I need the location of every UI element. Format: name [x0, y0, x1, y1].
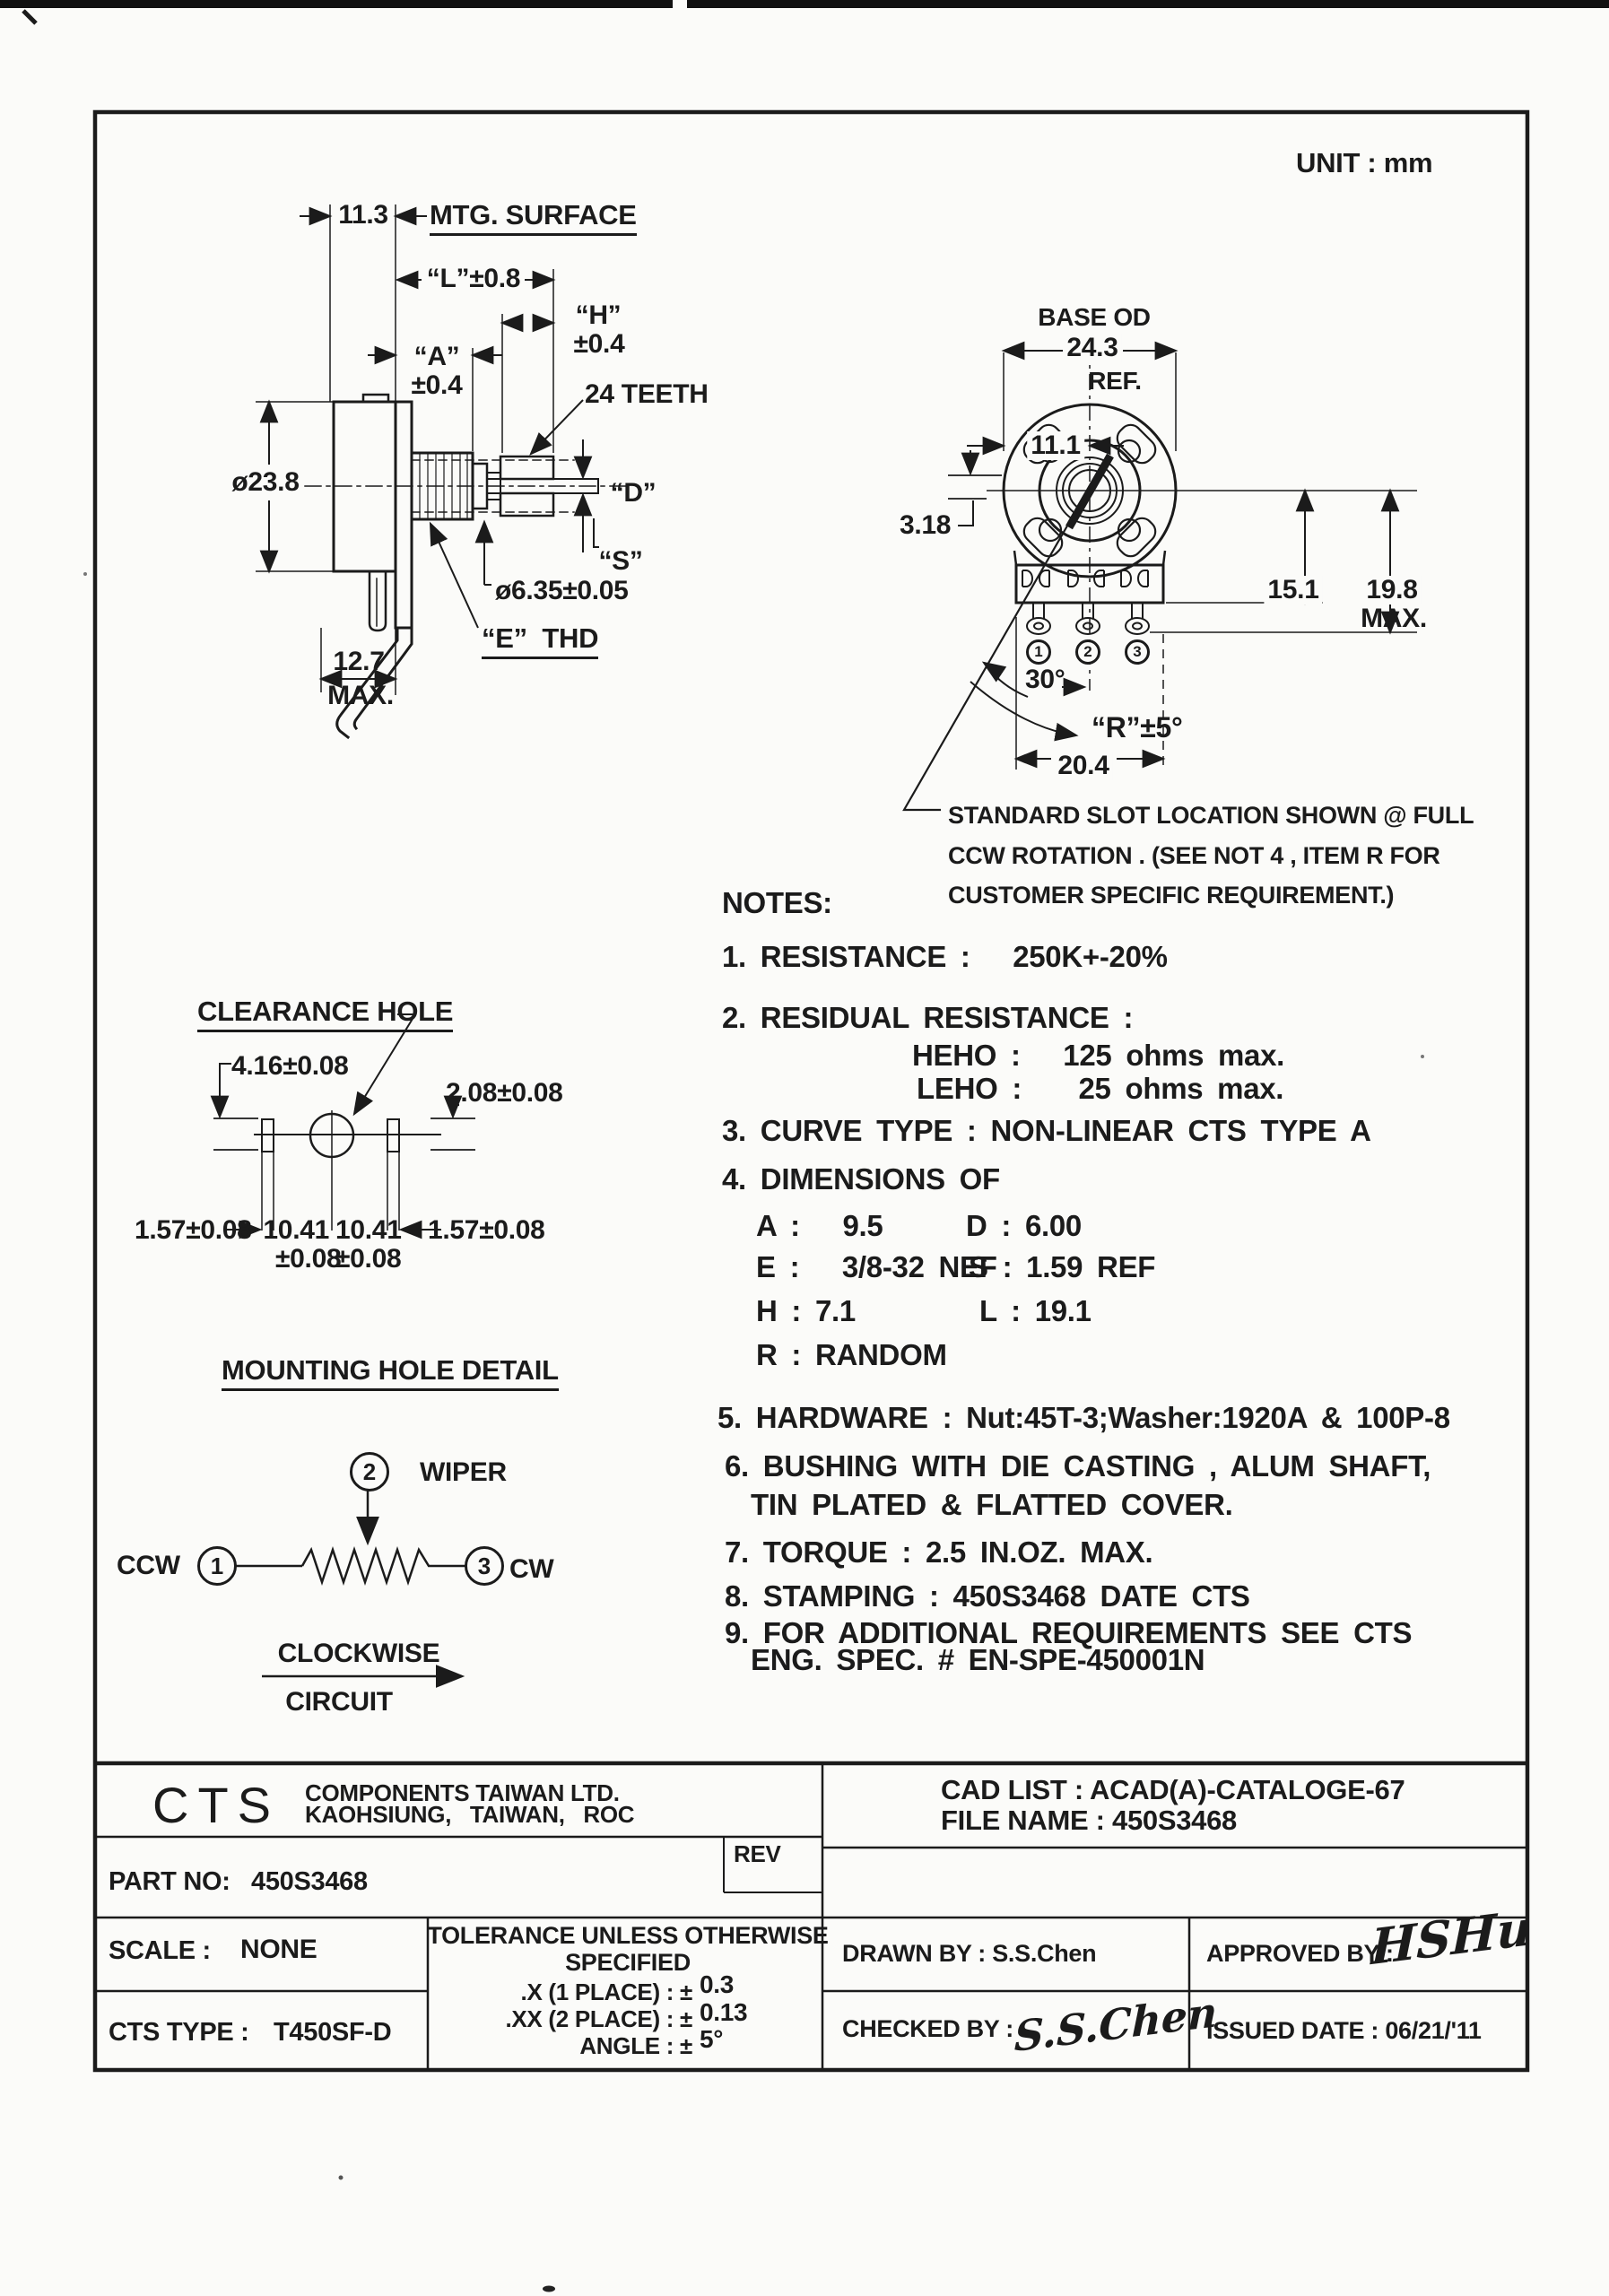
dim-2-08-label: 2.08±0.08 [446, 1078, 563, 1108]
dim-20-4-label: 20.4 [1054, 752, 1112, 780]
note-6-line2: TIN PLATED & FLATTED COVER. [751, 1488, 1233, 1521]
note-4-dim-e: E : 3/8-32 NEF [756, 1250, 997, 1283]
scale-value: NONE [240, 1935, 317, 1964]
cad-list: CAD LIST : ACAD(A)-CATALOGE-67 [941, 1774, 1405, 1805]
file-name: FILE NAME : 450S3468 [941, 1805, 1237, 1836]
circuit-terminal-2 [350, 1452, 389, 1492]
wiper-label: WIPER [420, 1457, 507, 1487]
dim-12-7-max-label: MAX. [327, 681, 394, 710]
dim-a-label: “A” [411, 343, 464, 371]
note-2: 2. RESIDUAL RESISTANCE : [722, 1001, 1134, 1034]
checked-by-label: CHECKED BY : [842, 2015, 1013, 2042]
rear-terminal-1-number [1026, 639, 1051, 665]
tol-10-41-right-label: ±0.08 [335, 1244, 402, 1274]
cw-label: CW [509, 1554, 554, 1584]
tolerance-xx-label: .XX (2 PLACE) : ± [505, 2005, 692, 2032]
rear-terminal-3-digit: 3 [1133, 643, 1142, 660]
note-4-dim-a: A : 9.5 [756, 1209, 883, 1242]
dim-11-1-label: 11.1 [1027, 431, 1084, 460]
rear-terminal-2-digit: 2 [1083, 643, 1092, 660]
dim-1-57-right-label: 1.57±0.08 [428, 1215, 545, 1245]
tolerance-angle-label: ANGLE : ± [579, 2032, 692, 2059]
dim-4-16-label: 4.16±0.08 [231, 1051, 349, 1081]
note-9-line2: ENG. SPEC. # EN-SPE-450001N [751, 1643, 1205, 1676]
cts-logo: CTS [152, 1777, 280, 1833]
slot-note-line2: CCW ROTATION . (SEE NOT 4 , ITEM R FOR [948, 842, 1440, 869]
approved-signature: HSHu [1370, 1898, 1533, 1977]
dim-30-label: 30° [1025, 665, 1065, 694]
note-2-leho: LEHO : 25 ohms max. [917, 1072, 1284, 1105]
note-6-line1: 6. BUSHING WITH DIE CASTING , ALUM SHAFT, [725, 1449, 1431, 1483]
base-od-label: BASE OD [1038, 303, 1151, 331]
note-2-heho: HEHO : 125 ohms max. [912, 1039, 1285, 1072]
notes-heading: NOTES: [722, 886, 832, 919]
rear-view-linework [987, 344, 1417, 691]
rear-terminal-3-number [1125, 639, 1150, 665]
circuit-terminal-3 [465, 1546, 504, 1586]
tolerance-x-label: .X (1 PLACE) : ± [520, 1979, 692, 2005]
slot-note-line1: STANDARD SLOT LOCATION SHOWN @ FULL [948, 802, 1474, 829]
thread-label: “E” THD [482, 624, 598, 659]
dim-h-tol-label: ±0.4 [573, 329, 625, 359]
dim-1-57-left-label: 1.57±0.08 [135, 1215, 252, 1245]
cts-type-label: CTS TYPE : [109, 2018, 249, 2047]
base-od-value: 24.3 [1063, 334, 1121, 362]
circuit-label: CIRCUIT [285, 1687, 393, 1717]
dim-l-label: “L”±0.8 [423, 265, 524, 293]
part-no-value: 450S3468 [251, 1867, 368, 1896]
shaft-diameter-label: ø6.35±0.05 [495, 576, 629, 605]
note-8: 8. STAMPING : 450S3468 DATE CTS [725, 1579, 1250, 1613]
note-4-dim-d: D : 6.00 [966, 1209, 1082, 1242]
clockwise-label: CLOCKWISE [277, 1639, 440, 1668]
tolerance-title-line1: TOLERANCE UNLESS OTHERWISE [427, 1922, 829, 1949]
circuit-terminal-1 [197, 1546, 237, 1586]
dim-10-41-left-label: 10.41 [263, 1215, 329, 1245]
circuit-terminal-3-digit: 3 [477, 1552, 491, 1579]
mounting-hole-linework [213, 1014, 475, 1231]
note-4-dim-s: S : 1.59 REF [969, 1250, 1156, 1283]
dim-s-label: “S” [598, 546, 643, 576]
ccw-label: CCW [117, 1551, 180, 1580]
company-line2: KAOHSIUNG, TAIWAN, ROC [305, 1801, 635, 1828]
rear-terminal-1-digit: 1 [1034, 643, 1043, 660]
tolerance-title-line2: SPECIFIED [565, 1949, 691, 1976]
drawn-by: DRAWN BY : S.S.Chen [842, 1940, 1097, 1967]
note-4-dim-r: R : RANDOM [756, 1338, 947, 1371]
body-diameter-label: ø23.8 [228, 468, 302, 497]
dim-11-3-label: 11.3 [338, 200, 388, 230]
company-line1: COMPONENTS TAIWAN LTD. [305, 1779, 620, 1806]
note-4: 4. DIMENSIONS OF [722, 1162, 1000, 1196]
dim-19-8-max-label: MAX. [1361, 604, 1427, 633]
rev-label: REV [734, 1840, 781, 1867]
dim-a-tol-label: ±0.4 [411, 370, 463, 400]
note-5: 5. HARDWARE : Nut:45T-3;Washer:1920A & 100P-8 [718, 1401, 1450, 1434]
scale-label: SCALE : [109, 1936, 211, 1965]
approved-by-label: APPROVED BY : [1206, 1940, 1394, 1967]
dim-h-label: “H” [575, 300, 622, 330]
note-3: 3. CURVE TYPE : NON-LINEAR CTS TYPE A [722, 1114, 1371, 1147]
dim-10-41-right-label: 10.41 [335, 1215, 402, 1245]
circuit-terminal-2-digit: 2 [362, 1457, 377, 1485]
note-7: 7. TORQUE : 2.5 IN.OZ. MAX. [725, 1535, 1153, 1569]
cts-type-value: T450SF-D [274, 2018, 392, 2047]
slot-note-line3: CUSTOMER SPECIFIC REQUIREMENT.) [948, 882, 1395, 909]
circuit-terminal-1-digit: 1 [210, 1552, 224, 1579]
teeth-label: 24 TEETH [585, 379, 709, 409]
dim-12-7-label: 12.7 [333, 647, 385, 676]
tolerance-x-value: 0.3 [700, 1970, 735, 1998]
note-4-dim-l: L : 19.1 [979, 1294, 1092, 1327]
dim-15-1-label: 15.1 [1264, 576, 1322, 604]
mtg-surface-label: MTG. SURFACE [430, 201, 637, 236]
note-1: 1. RESISTANCE : 250K+-20% [722, 940, 1168, 973]
clearance-hole-label: CLEARANCE HOLE [197, 997, 453, 1032]
tolerance-xx-value: 0.13 [700, 1998, 748, 2026]
base-od-ref-label: REF. [1088, 367, 1142, 395]
tolerance-angle-value: 5° [700, 2025, 724, 2053]
dim-3-18-label: 3.18 [900, 510, 952, 540]
unit-label: UNIT : mm [1296, 147, 1433, 178]
note-4-dim-h: H : 7.1 [756, 1294, 856, 1327]
dim-d-label: “D” [610, 478, 657, 508]
checked-signature: S.S.Chen [1013, 1987, 1218, 2062]
note-9-line1: 9. FOR ADDITIONAL REQUIREMENTS SEE CTS [725, 1616, 1413, 1649]
mounting-hole-caption: MOUNTING HOLE DETAIL [222, 1356, 559, 1391]
rear-terminal-2-number [1075, 639, 1100, 665]
tol-10-41-left-label: ±0.08 [275, 1244, 342, 1274]
dim-r-label: “R”±5° [1092, 711, 1183, 744]
dim-19-8-label: 19.8 [1362, 576, 1421, 604]
part-no-label: PART NO: [109, 1867, 230, 1896]
issued-date: ISSUED DATE : 06/21/'11 [1206, 2017, 1482, 2044]
